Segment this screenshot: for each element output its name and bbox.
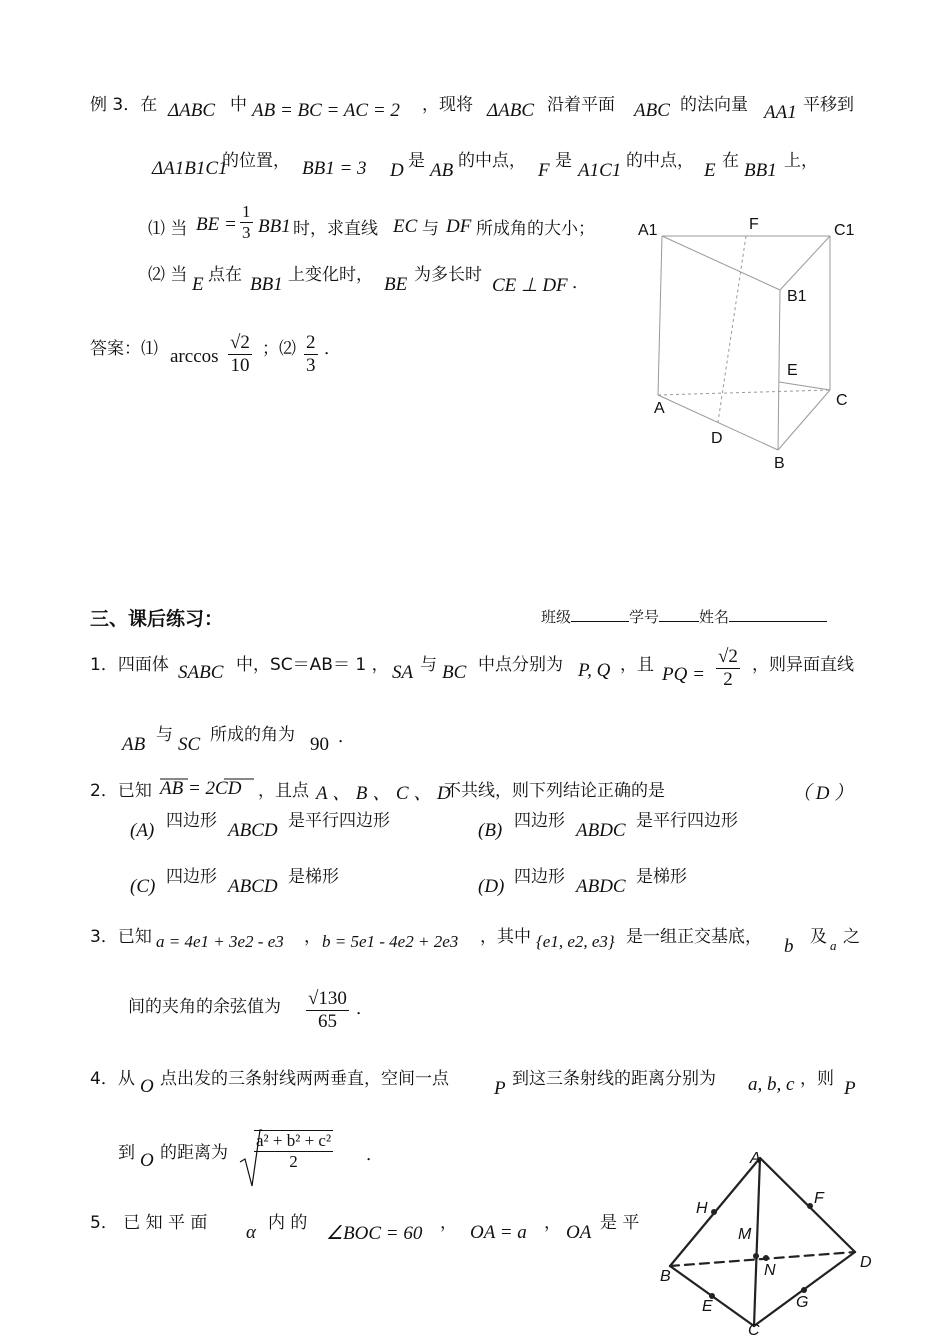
p5-text: 内 的 [268, 1213, 308, 1233]
p3-text-2: 是一组正交基底， [626, 927, 762, 947]
q2-text: 点在 [208, 265, 242, 285]
p5-text-2: 是 平 [600, 1213, 640, 1233]
point-d: D [390, 160, 404, 181]
answer-period: ． [324, 339, 341, 359]
text-midpoint-2: 的中点， [626, 151, 694, 171]
dot-n [763, 1255, 769, 1261]
p5-comma: ， [440, 1213, 457, 1233]
line-ec: EC [393, 216, 418, 237]
label-a1: A1 [638, 222, 658, 239]
segment-ec [779, 382, 830, 390]
text-shang: 上， [784, 151, 818, 171]
answer-2-denominator: 3 [306, 355, 316, 376]
p4-text-4: 到 [118, 1143, 135, 1163]
p4-text-2: 到这三条射线的距离分别为 [512, 1069, 716, 1089]
p1-sc: SC [178, 734, 201, 755]
q1-label: ⑴ 当 [148, 219, 188, 239]
p3-a: a [830, 938, 837, 953]
p3-basis: {e1, e2, e3} [536, 932, 615, 951]
option-a-quad: ABCD [228, 820, 278, 841]
q1-text: 时，求直线 [293, 219, 378, 239]
text-translate: 平移到 [803, 95, 854, 115]
section-title: 三、课后练习： [90, 608, 224, 630]
p4-period: ． [366, 1145, 383, 1165]
p1-text: 中，SC＝AB＝ 1 ， [236, 655, 389, 675]
option-b-text-2: 是平行四边形 [636, 811, 738, 831]
name-label: 姓名 [699, 608, 730, 626]
p1-fraction [716, 646, 740, 691]
p4-abc: a, b, c [748, 1074, 795, 1095]
segment-a1c1: A1C1 [578, 160, 622, 181]
p4-radicand [254, 1130, 333, 1172]
edge-b1c1 [780, 236, 830, 290]
text-yu: 与 [422, 219, 439, 239]
text-yanzhe: 沿着平面 [547, 95, 615, 115]
p1-text-5: 所成的角为 [210, 725, 295, 745]
answer-fraction-1 [228, 332, 252, 377]
edge-ac-sketch [754, 1158, 760, 1326]
p2-answer: （ D ） [792, 783, 854, 804]
option-c-text-2: 是梯形 [288, 867, 339, 887]
p3-period: ． [356, 999, 373, 1019]
p1-sabc: SABC [178, 662, 224, 683]
p5-oa-eq: OA = a [470, 1222, 527, 1243]
tetra-label-m: M [738, 1226, 752, 1243]
point-e: E [704, 160, 716, 181]
p1-text-4: ，则异面直线 [752, 655, 854, 675]
p3-vector-b: b = 5e1 - 4e2 + 2e3 [322, 932, 459, 951]
q2-text-2: 上变化时， [288, 265, 373, 285]
p1-period: ． [338, 727, 355, 747]
text-xianjiang: ，现将 [422, 95, 473, 115]
eq-be: BE = [196, 214, 237, 235]
option-c-quad: ABCD [228, 876, 278, 897]
text-zai: 在 [722, 151, 739, 171]
p3-zhi: 之 [843, 927, 860, 947]
label-b: B [774, 455, 785, 472]
dot-h [711, 1209, 717, 1215]
vector-aa1: AA1 [764, 102, 797, 123]
prism-figure [630, 210, 870, 480]
option-b-label: (B) [478, 820, 503, 841]
edge-bd-hidden [670, 1252, 855, 1266]
answer-2-numerator: 2 [306, 332, 316, 353]
p4-text-3: ，则 [800, 1069, 834, 1089]
p3-intro: 3．已知 [90, 927, 152, 947]
p4-p-2: P [844, 1078, 856, 1099]
p1-pq-eq: PQ = [662, 664, 705, 685]
p1-intro: 1．四面体 [90, 655, 169, 675]
p4-p: P [494, 1078, 506, 1099]
label-d: D [711, 430, 723, 447]
p1-yu: 与 [420, 655, 437, 675]
name-blank[interactable] [729, 607, 827, 622]
dot-g [801, 1287, 807, 1293]
dot-f [807, 1203, 813, 1209]
option-d-text-2: 是梯形 [636, 867, 687, 887]
label-a: A [654, 400, 665, 417]
p1-fraction-numerator: √2 [718, 646, 738, 667]
p1-answer: 90 [310, 734, 329, 755]
q2-label: ⑵ 当 [148, 265, 188, 285]
tetra-label-f: F [814, 1190, 824, 1207]
tetra-label-h: H [696, 1200, 708, 1217]
p1-text-3: ，且 [620, 655, 654, 675]
option-a-text: 四边形 [166, 811, 217, 831]
q2-point-e: E [192, 274, 204, 295]
p2-text: ，且点 [258, 781, 309, 801]
q1-text-end: 所成角的大小； [476, 219, 595, 239]
p2-intro: 2．已知 [90, 781, 152, 801]
triangle-a1b1c1: ΔA1B1C1 [152, 158, 228, 179]
option-c-text: 四边形 [166, 867, 217, 887]
text-shi: 是 [408, 151, 425, 171]
text-zhong: 中 [230, 95, 247, 115]
label-c1: C1 [834, 222, 855, 239]
label-c: C [836, 392, 848, 409]
text-normal-vector: 的法向量 [680, 95, 748, 115]
edge-bb1 [778, 290, 780, 450]
fraction-one-third [240, 202, 253, 243]
p2-text-2: 不共线，则下列结论正确的是 [444, 781, 665, 801]
triangle-abc-2: ΔABC [487, 100, 535, 121]
p1-ab: AB [122, 734, 146, 755]
p4-o-2: O [140, 1150, 154, 1171]
tetrahedron-figure [650, 1148, 890, 1340]
option-d-label: (D) [478, 876, 505, 897]
text-position: 的位置， [222, 151, 290, 171]
p3-ji: 及 [810, 927, 827, 947]
edge-bc [778, 390, 830, 450]
p5-alpha: α [246, 1222, 256, 1243]
id-label: 学号 [629, 608, 660, 626]
q1-bb1: BB1 [258, 216, 291, 237]
plane-abc: ABC [634, 100, 670, 121]
answer-1-denominator: 10 [230, 355, 250, 376]
p1-pq: P, Q [578, 660, 611, 681]
p2-points: A 、 B 、 C 、 D [316, 783, 451, 804]
q2-period: ． [572, 273, 589, 293]
edge-aa1 [658, 236, 662, 395]
q2-bb1: BB1 [250, 274, 283, 295]
label-e: E [787, 362, 798, 379]
tetra-label-a: A [750, 1150, 761, 1167]
option-b-quad: ABDC [576, 820, 626, 841]
p3-fraction [306, 988, 349, 1033]
eq-sides: AB = BC = AC = 2 [252, 100, 400, 121]
tetra-label-b: B [660, 1268, 671, 1285]
segment-bb1: BB1 [744, 160, 777, 181]
answer-1-numerator: √2 [230, 332, 250, 353]
dot-m [753, 1253, 759, 1259]
tetra-label-n: N [764, 1262, 776, 1279]
p1-bc: BC [442, 662, 467, 683]
p4-o: O [140, 1076, 154, 1097]
p1-yu-2: 与 [156, 725, 173, 745]
p3-fraction-denominator: 65 [317, 1011, 337, 1032]
answer-label: 答案：⑴ [90, 339, 158, 359]
option-a-label: (A) [130, 820, 155, 841]
student-info [541, 606, 827, 627]
p3-text: ，其中 [480, 927, 531, 947]
fraction-numerator: 1 [242, 202, 251, 221]
option-c-label: (C) [130, 876, 156, 897]
answer-separator: ；⑵ [262, 339, 296, 359]
label-b1: B1 [787, 288, 807, 305]
p4-text: 点出发的三条射线两两垂直，空间一点 [160, 1069, 449, 1089]
p4-intro: 4．从 [90, 1069, 135, 1089]
option-b-text: 四边形 [514, 811, 565, 831]
text-midpoint: 的中点， [458, 151, 526, 171]
perp-ce-df: CE ⊥ DF [492, 275, 568, 296]
segment-ab: AB [430, 160, 454, 181]
p1-sa: SA [392, 662, 414, 683]
eq-bb1: BB1 = 3 [302, 158, 367, 179]
p3-b: b [784, 936, 794, 957]
p5-comma-2: ， [544, 1213, 561, 1233]
p3-fraction-numerator: √130 [308, 988, 347, 1009]
q2-be: BE [384, 274, 408, 295]
answer-fraction-2 [304, 332, 318, 377]
arccos: arccos [170, 346, 219, 367]
id-blank[interactable] [659, 607, 699, 622]
tetra-label-d: D [860, 1254, 872, 1271]
example-label: 例 3．在 [90, 95, 158, 115]
p1-text-2: 中点分别为 [478, 655, 563, 675]
vector-arrows [160, 776, 256, 782]
p4-radicand-numerator: a² + b² + c² [256, 1131, 332, 1150]
edge-a1b1 [662, 236, 780, 290]
fraction-denominator: 3 [242, 223, 251, 242]
p3-vector-a: a = 4e1 + 3e2 - e3 [156, 932, 284, 951]
p4-text-5: 的距离为 [160, 1143, 228, 1163]
tetra-label-e: E [702, 1298, 713, 1315]
class-label: 班级 [541, 608, 572, 626]
option-d-quad: ABDC [576, 876, 626, 897]
tetra-label-g: G [796, 1294, 809, 1311]
line-df: DF [446, 216, 472, 237]
p5-oa: OA [566, 1222, 592, 1243]
label-f: F [749, 216, 759, 233]
tetra-label-c: C [748, 1322, 760, 1339]
text-shi-2: 是 [555, 151, 572, 171]
option-a-text-2: 是平行四边形 [288, 811, 390, 831]
triangle-abc: ΔABC [168, 100, 216, 121]
p4-radicand-denominator: 2 [289, 1152, 298, 1171]
p3-text-3: 间的夹角的余弦值为 [128, 997, 281, 1017]
edge-ac-hidden [658, 390, 830, 395]
point-f: F [538, 160, 550, 181]
p1-fraction-denominator: 2 [723, 669, 733, 690]
p5-angle: ∠BOC = 60 [326, 1223, 423, 1244]
p3-comma: ， [304, 927, 321, 947]
p2-vector-eq: AB = 2CD [160, 778, 242, 799]
option-d-text: 四边形 [514, 867, 565, 887]
q2-text-3: 为多长时 [414, 265, 482, 285]
p5-intro: 5． 已 知 平 面 [90, 1213, 208, 1233]
class-blank[interactable] [571, 607, 629, 622]
